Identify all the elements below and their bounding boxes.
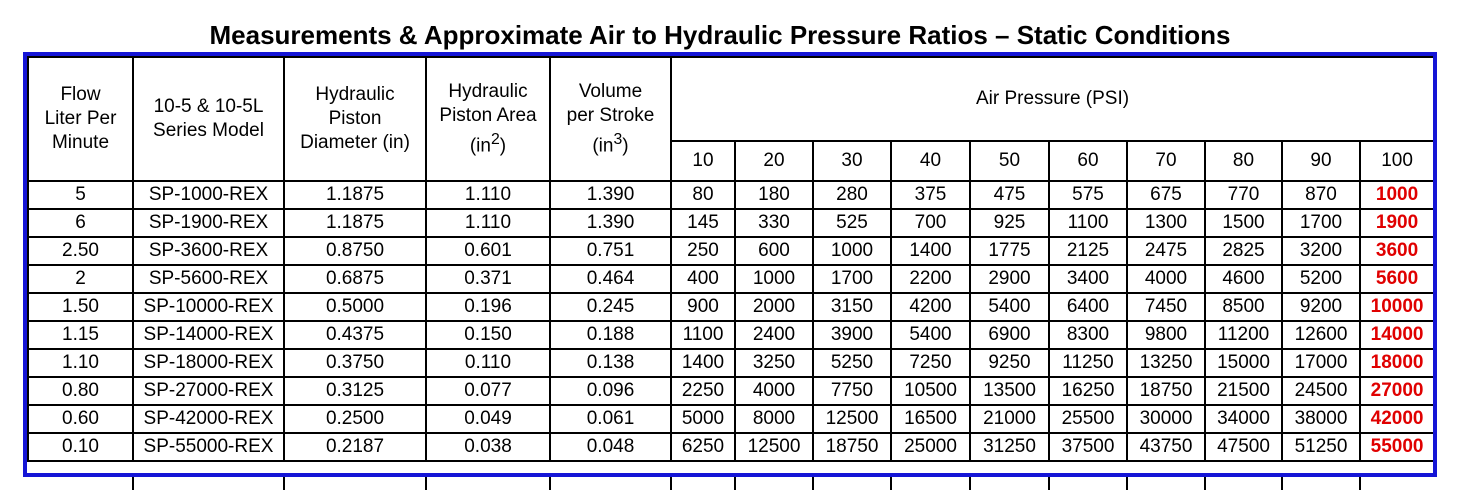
- cell-psi: 600: [735, 237, 813, 265]
- cell-psi: 5400: [891, 321, 970, 349]
- cell-psi: 38000: [1282, 405, 1360, 433]
- cell-psi: 6250: [671, 433, 735, 461]
- cell-psi: 250: [671, 237, 735, 265]
- cell-psi: 34000: [1205, 405, 1282, 433]
- cell-psi: 9250: [970, 349, 1049, 377]
- cell-psi: 12600: [1282, 321, 1360, 349]
- header-volume: Volume per Stroke $(in^3)$: [550, 57, 671, 181]
- cell-area: 0.038: [426, 433, 550, 461]
- cell-psi: 1100: [1049, 209, 1127, 237]
- grid-line-stub: [670, 477, 672, 490]
- cell-psi: 2125: [1049, 237, 1127, 265]
- cell-psi: 900: [671, 293, 735, 321]
- grid-line-stub: [1281, 477, 1283, 490]
- cell-psi: 675: [1127, 181, 1205, 209]
- cell-psi: 15000: [1205, 349, 1282, 377]
- cell-psi: 10500: [891, 377, 970, 405]
- cell-psi: 5000: [671, 405, 735, 433]
- cell-area: 1.110: [426, 181, 550, 209]
- header-psi-column: 30: [813, 141, 891, 181]
- cell-psi: 3250: [735, 349, 813, 377]
- header-psi-column: 10: [671, 141, 735, 181]
- cell-psi-max: 55000: [1360, 433, 1434, 461]
- cell-psi: 4200: [891, 293, 970, 321]
- cell-psi: 25000: [891, 433, 970, 461]
- cell-psi: 3400: [1049, 265, 1127, 293]
- cell-psi: 2200: [891, 265, 970, 293]
- header-area: Hydraulic Piston Area $(in^2)$: [426, 57, 550, 181]
- cell-psi-max: 14000: [1360, 321, 1434, 349]
- cell-psi: 575: [1049, 181, 1127, 209]
- cell-psi: 1000: [813, 237, 891, 265]
- grid-line-stub: [969, 477, 971, 490]
- grid-line-stub: [132, 477, 134, 490]
- grid-line-stub: [425, 477, 427, 490]
- cell-psi: 145: [671, 209, 735, 237]
- cell-area: 0.110: [426, 349, 550, 377]
- cell-psi: 475: [970, 181, 1049, 209]
- cell-psi: 37500: [1049, 433, 1127, 461]
- header-air-pressure: Air Pressure (PSI): [671, 57, 1434, 141]
- cell-diameter: 1.1875: [284, 209, 426, 237]
- cell-psi: 525: [813, 209, 891, 237]
- cell-model: SP-42000-REX: [133, 405, 284, 433]
- header-psi-column: 80: [1205, 141, 1282, 181]
- cell-psi: 4000: [1127, 265, 1205, 293]
- cell-model: SP-10000-REX: [133, 293, 284, 321]
- cell-volume: 1.390: [550, 181, 671, 209]
- cell-psi: 6400: [1049, 293, 1127, 321]
- cell-flow: 1.15: [28, 321, 133, 349]
- cell-volume: 0.464: [550, 265, 671, 293]
- grid-line-stub: [549, 477, 551, 490]
- cell-psi: 8300: [1049, 321, 1127, 349]
- cell-area: 0.601: [426, 237, 550, 265]
- cell-diameter: 0.8750: [284, 237, 426, 265]
- table-continuation: [27, 477, 1433, 490]
- cell-psi: 2900: [970, 265, 1049, 293]
- cell-model: SP-5600-REX: [133, 265, 284, 293]
- cell-psi: 24500: [1282, 377, 1360, 405]
- cell-psi: 4000: [735, 377, 813, 405]
- cell-area: 0.371: [426, 265, 550, 293]
- cell-area: 0.150: [426, 321, 550, 349]
- cell-psi: 400: [671, 265, 735, 293]
- cell-volume: 0.138: [550, 349, 671, 377]
- cell-diameter: 0.4375: [284, 321, 426, 349]
- cell-psi-max: 3600: [1360, 237, 1434, 265]
- header-psi-column: 40: [891, 141, 970, 181]
- cell-area: 0.196: [426, 293, 550, 321]
- cell-flow: 5: [28, 181, 133, 209]
- header-psi-column: 50: [970, 141, 1049, 181]
- cell-psi: 2825: [1205, 237, 1282, 265]
- document-title: Measurements & Approximate Air to Hydraulic Pressure Ratios – Static Conditions: [209, 20, 1231, 50]
- cell-psi: 925: [970, 209, 1049, 237]
- cell-diameter: 0.3125: [284, 377, 426, 405]
- cell-psi: 2475: [1127, 237, 1205, 265]
- cell-model: SP-18000-REX: [133, 349, 284, 377]
- cell-psi: 1400: [891, 237, 970, 265]
- grid-line-stub: [1359, 477, 1361, 490]
- cell-psi: 18750: [1127, 377, 1205, 405]
- cell-model: SP-55000-REX: [133, 433, 284, 461]
- cell-psi: 8000: [735, 405, 813, 433]
- cell-psi: 2400: [735, 321, 813, 349]
- cell-model: SP-27000-REX: [133, 377, 284, 405]
- header-psi-column: 20: [735, 141, 813, 181]
- cell-psi: 375: [891, 181, 970, 209]
- cell-psi: 2250: [671, 377, 735, 405]
- cell-psi: 1400: [671, 349, 735, 377]
- cell-psi: 180: [735, 181, 813, 209]
- cell-psi: 11250: [1049, 349, 1127, 377]
- cell-diameter: 1.1875: [284, 181, 426, 209]
- cell-model: SP-14000-REX: [133, 321, 284, 349]
- header-psi-column: 60: [1049, 141, 1127, 181]
- cell-area: 0.077: [426, 377, 550, 405]
- cell-psi-max: 1000: [1360, 181, 1434, 209]
- header-psi-column: 70: [1127, 141, 1205, 181]
- header-flow: Flow Liter Per Minute: [28, 57, 133, 181]
- grid-line-stub: [890, 477, 892, 490]
- cell-psi: 51250: [1282, 433, 1360, 461]
- cell-psi: 17000: [1282, 349, 1360, 377]
- cell-volume: 0.245: [550, 293, 671, 321]
- cell-diameter: 0.3750: [284, 349, 426, 377]
- cell-flow: 2.50: [28, 237, 133, 265]
- grid-line-stub: [734, 477, 736, 490]
- cell-volume: 0.188: [550, 321, 671, 349]
- header-model: 10-5 & 10-5L Series Model: [133, 57, 284, 181]
- cell-diameter: 0.2500: [284, 405, 426, 433]
- cell-diameter: 0.6875: [284, 265, 426, 293]
- cell-psi: 2000: [735, 293, 813, 321]
- cell-psi: 43750: [1127, 433, 1205, 461]
- header-diameter: Hydraulic Piston Diameter (in): [284, 57, 426, 181]
- grid-line-stub: [1126, 477, 1128, 490]
- cell-psi: 330: [735, 209, 813, 237]
- cell-psi: 13500: [970, 377, 1049, 405]
- cell-psi: 1000: [735, 265, 813, 293]
- cell-psi: 12500: [813, 405, 891, 433]
- cell-psi: 80: [671, 181, 735, 209]
- cell-area: 1.110: [426, 209, 550, 237]
- cell-psi: 1500: [1205, 209, 1282, 237]
- cell-psi: 6900: [970, 321, 1049, 349]
- cell-psi: 5200: [1282, 265, 1360, 293]
- cell-psi: 870: [1282, 181, 1360, 209]
- header-psi-column: 100: [1360, 141, 1434, 181]
- cell-psi: 9200: [1282, 293, 1360, 321]
- cell-flow: 1.50: [28, 293, 133, 321]
- cell-volume: 0.061: [550, 405, 671, 433]
- cell-flow: 0.10: [28, 433, 133, 461]
- cell-volume: 0.048: [550, 433, 671, 461]
- cell-flow: 0.80: [28, 377, 133, 405]
- cell-psi-max: 42000: [1360, 405, 1434, 433]
- cell-psi: 25500: [1049, 405, 1127, 433]
- cell-volume: 1.390: [550, 209, 671, 237]
- cell-diameter: 0.2187: [284, 433, 426, 461]
- cell-psi-max: 18000: [1360, 349, 1434, 377]
- cell-model: SP-1900-REX: [133, 209, 284, 237]
- cell-psi: 9800: [1127, 321, 1205, 349]
- cell-model: SP-3600-REX: [133, 237, 284, 265]
- cell-psi: 5250: [813, 349, 891, 377]
- cell-psi: 700: [891, 209, 970, 237]
- grid-line-stub: [1048, 477, 1050, 490]
- cell-psi: 3150: [813, 293, 891, 321]
- cell-psi: 4600: [1205, 265, 1282, 293]
- cell-area: 0.049: [426, 405, 550, 433]
- cell-psi: 30000: [1127, 405, 1205, 433]
- grid-line-stub: [1204, 477, 1206, 490]
- cell-model: SP-1000-REX: [133, 181, 284, 209]
- cell-psi: 1700: [1282, 209, 1360, 237]
- cell-psi: 1700: [813, 265, 891, 293]
- cell-flow: 0.60: [28, 405, 133, 433]
- cell-psi: 1100: [671, 321, 735, 349]
- cell-psi: 1775: [970, 237, 1049, 265]
- cell-psi: 16500: [891, 405, 970, 433]
- cell-psi: 7450: [1127, 293, 1205, 321]
- cell-psi: 11200: [1205, 321, 1282, 349]
- cell-psi: 21500: [1205, 377, 1282, 405]
- cell-flow: 1.10: [28, 349, 133, 377]
- cell-psi: 770: [1205, 181, 1282, 209]
- cell-psi-max: 1900: [1360, 209, 1434, 237]
- grid-line-stub: [283, 477, 285, 490]
- cell-psi-max: 5600: [1360, 265, 1434, 293]
- cell-psi: 7750: [813, 377, 891, 405]
- header-psi-column: 90: [1282, 141, 1360, 181]
- cell-diameter: 0.5000: [284, 293, 426, 321]
- cell-psi: 12500: [735, 433, 813, 461]
- cell-psi: 5400: [970, 293, 1049, 321]
- cell-flow: 2: [28, 265, 133, 293]
- grid-line-stub: [812, 477, 814, 490]
- cell-psi: 280: [813, 181, 891, 209]
- cell-flow: 6: [28, 209, 133, 237]
- cell-psi-max: 27000: [1360, 377, 1434, 405]
- cell-psi: 3900: [813, 321, 891, 349]
- cell-psi: 3200: [1282, 237, 1360, 265]
- cell-psi: 47500: [1205, 433, 1282, 461]
- cell-psi: 18750: [813, 433, 891, 461]
- cell-psi-max: 10000: [1360, 293, 1434, 321]
- cell-psi: 31250: [970, 433, 1049, 461]
- cell-psi: 8500: [1205, 293, 1282, 321]
- cell-volume: 0.096: [550, 377, 671, 405]
- cell-psi: 7250: [891, 349, 970, 377]
- cell-volume: 0.751: [550, 237, 671, 265]
- cell-psi: 1300: [1127, 209, 1205, 237]
- cell-psi: 16250: [1049, 377, 1127, 405]
- cell-psi: 21000: [970, 405, 1049, 433]
- cell-psi: 13250: [1127, 349, 1205, 377]
- table-frame: [23, 52, 1437, 477]
